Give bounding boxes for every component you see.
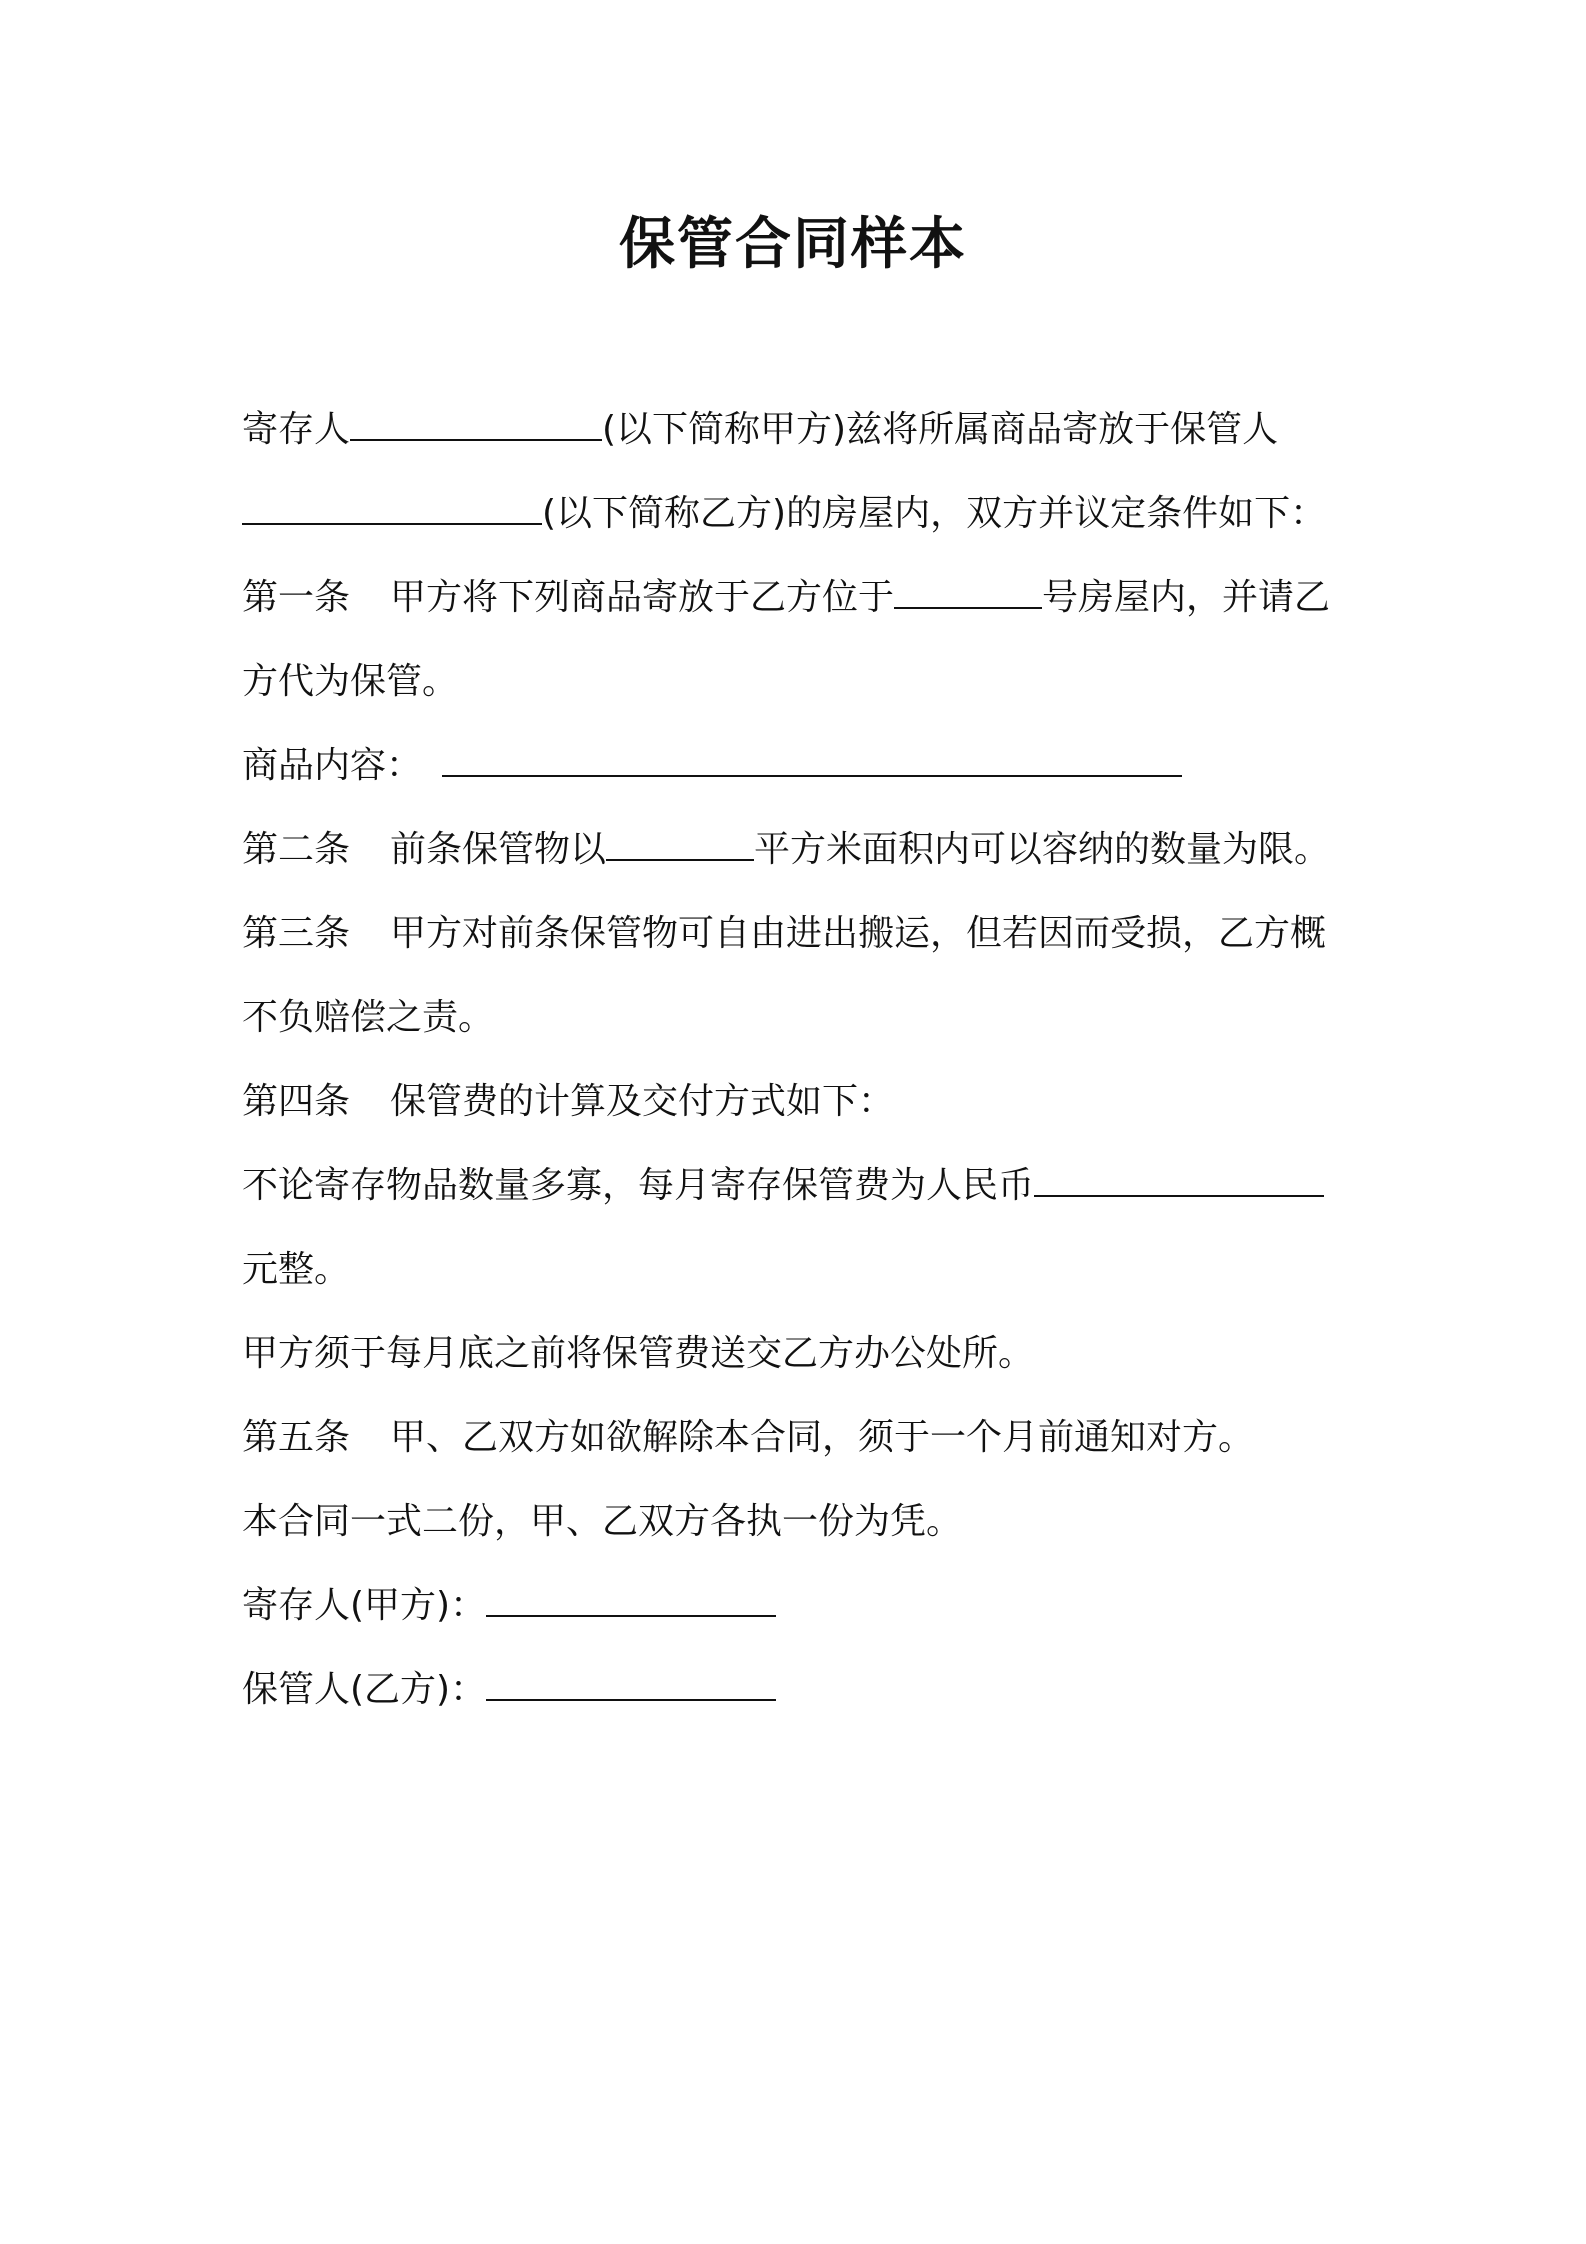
article-3-line-2	[242, 988, 1362, 1048]
fee-line-3	[242, 1324, 1362, 1384]
article-1-text-a: 甲方将下列商品寄放于乙方位于	[390, 577, 895, 618]
article-5-line	[242, 1408, 1362, 1468]
article-3-label: 第三条	[242, 913, 351, 954]
article-4-label: 第四条	[242, 1081, 351, 1122]
depositor-blank	[350, 403, 602, 441]
custodian-blank	[242, 487, 542, 525]
article-5-label: 第五条	[242, 1417, 351, 1458]
article-4-text-a: 保管费的计算及交付方式如下：	[390, 1081, 895, 1122]
signature-custodian-blank	[486, 1663, 776, 1701]
article-1-text-c: 方代为保管。	[242, 661, 459, 702]
signature-depositor-blank	[486, 1579, 776, 1617]
goods-line	[242, 736, 1362, 796]
article-3-text-b: 不负赔偿之责。	[242, 997, 495, 1038]
signature-custodian-line	[242, 1660, 1362, 1720]
signature-depositor-label: 寄存人(甲方)：	[242, 1585, 487, 1626]
fee-line-2	[242, 1240, 1362, 1300]
article-2-text-a: 前条保管物以	[390, 829, 607, 870]
intro-text-1: (以下简称甲方)兹将所属商品寄放于保管人	[602, 409, 1279, 450]
article-3-text-a: 甲方对前条保管物可自由进出搬运，但若因而受损，乙方概	[390, 913, 1327, 954]
fee-text-b: 元整。	[242, 1249, 351, 1290]
article-5-text-a: 甲、乙双方如欲解除本合同，须于一个月前通知对方。	[390, 1417, 1255, 1458]
article-1-line-2	[242, 652, 1362, 712]
fee-amount-blank	[1034, 1159, 1324, 1197]
article-1-line-1	[242, 568, 1362, 628]
copies-line	[242, 1492, 1362, 1552]
signature-depositor-line	[242, 1576, 1362, 1636]
fee-line-1	[242, 1156, 1362, 1216]
fee-text-a: 不论寄存物品数量多寡，每月寄存保管费为人民币	[242, 1165, 1035, 1206]
fee-text-c: 甲方须于每月底之前将保管费送交乙方办公处所。	[242, 1333, 1035, 1374]
article-2-label: 第二条	[242, 829, 351, 870]
area-blank	[606, 823, 754, 861]
goods-label: 商品内容：	[242, 745, 423, 786]
depositor-label: 寄存人	[242, 409, 351, 450]
goods-blank	[442, 739, 1182, 777]
room-number-blank	[894, 571, 1042, 609]
article-1-text-b: 号房屋内，并请乙	[1042, 577, 1331, 618]
article-2-line	[242, 820, 1362, 880]
article-1-label: 第一条	[242, 577, 351, 618]
intro-line-1	[242, 400, 1362, 460]
signature-custodian-label: 保管人(乙方)：	[242, 1669, 487, 1710]
article-2-text-b: 平方米面积内可以容纳的数量为限。	[754, 829, 1331, 870]
article-4-line	[242, 1072, 1362, 1132]
document-title: 保管合同样本	[619, 212, 967, 277]
intro-text-2: (以下简称乙方)的房屋内，双方并议定条件如下：	[542, 493, 1327, 534]
article-3-line-1	[242, 904, 1362, 964]
intro-line-2	[242, 484, 1362, 544]
copies-text: 本合同一式二份，甲、乙双方各执一份为凭。	[242, 1501, 963, 1542]
